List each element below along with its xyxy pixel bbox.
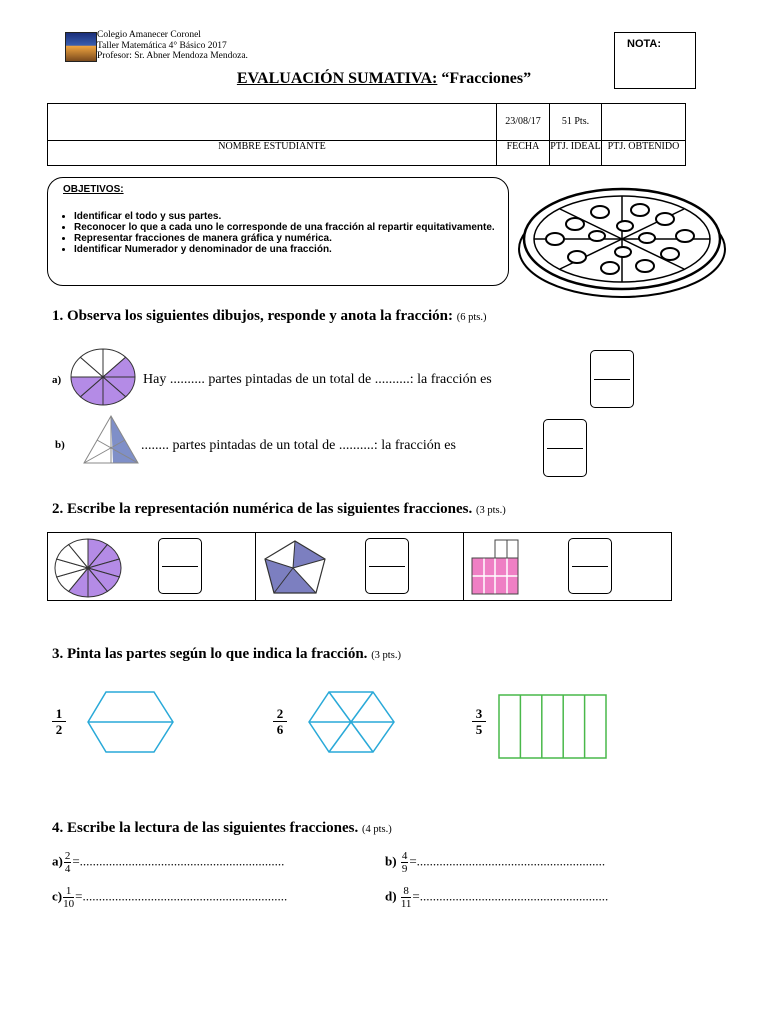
date-value: 23/08/17 (497, 104, 550, 141)
student-info-table (47, 103, 686, 166)
title-prefix: EVALUACIÓN SUMATIVA: (236, 70, 438, 87)
q1-a-answer-box[interactable] (590, 350, 634, 408)
q2-answer-box-1[interactable] (158, 538, 202, 594)
q2-pentagon-figure (262, 538, 328, 596)
objective-item: • Identificar Numerador y denominador de una fracción. (74, 244, 519, 255)
objective-item: • Representar fracciones de manera gráfica y numérica. (74, 233, 519, 244)
objective-item: • Reconocer lo que a cada uno le corresponde de una fracción al repartir equitativamente. (74, 222, 519, 233)
q4-item-d-answer-line[interactable]: =.......................................................... (412, 888, 609, 904)
q4-item-b-fraction (401, 850, 409, 875)
q2-answer-box-2[interactable] (365, 538, 409, 594)
q1-a-text: Hay .......... partes pintadas de un total de ..........: la fracción es (143, 372, 492, 387)
objectives-list (60, 211, 519, 255)
objective-item: • Identificar el todo y sus partes. (74, 211, 519, 222)
q3-points: (3 pts.) (371, 650, 401, 661)
q2-points: (3 pts.) (475, 505, 506, 516)
q4-item-d-num: 8 (401, 885, 412, 898)
q2-divider (463, 533, 464, 600)
student-name-field[interactable] (48, 104, 497, 141)
q4-item-c-fraction (63, 885, 74, 910)
q3-fraction-3-num: 3 (472, 706, 486, 722)
q3-title (52, 646, 401, 663)
q2-circle-figure (52, 537, 124, 599)
q1-b-label: b) (55, 439, 65, 451)
q2-divider (255, 533, 256, 600)
q1-b-text: ........ partes pintadas de un total de ..........: la fracción es (141, 438, 456, 453)
q1-points: (6 pts.) (456, 312, 487, 323)
q4-item-c-num: 1 (63, 885, 74, 898)
q1-a-label: a) (52, 374, 62, 386)
school-logo (65, 32, 97, 62)
q3-fraction-2 (273, 706, 287, 737)
q4-item-c-answer-line[interactable]: =............................................................... (75, 888, 288, 904)
q4-item-b-label: b) (385, 853, 397, 869)
nota-label: NOTA: (627, 38, 662, 50)
q4-title (52, 820, 392, 837)
q3-fraction-3 (472, 706, 486, 737)
q3-fraction-2-num: 2 (273, 706, 287, 722)
header-date: FECHA (497, 141, 550, 166)
q4-item-c[interactable] (52, 885, 287, 910)
q4-item-d-label: d) (385, 888, 397, 904)
q2-title-text: 2. Escribe la representación numérica de las siguientes fracciones. (52, 501, 473, 517)
q4-item-d-den: 11 (400, 898, 412, 910)
q4-title-text: 4. Escribe la lectura de las siguientes fracciones. (52, 820, 359, 836)
obtained-points-field[interactable] (602, 104, 686, 141)
q4-item-b[interactable] (385, 850, 605, 875)
q4-item-d[interactable] (385, 885, 608, 910)
q3-fraction-3-den: 5 (475, 722, 483, 737)
school-name: Colegio Amanecer Coronel (97, 30, 201, 40)
q4-points: (4 pts.) (361, 824, 392, 835)
q3-fraction-1 (52, 706, 66, 737)
teacher-name: Profesor: Sr. Abner Mendoza Mendoza. (97, 51, 248, 61)
objectives-title: OBJETIVOS: (63, 184, 124, 195)
q4-item-a-answer-line[interactable]: =............................................................... (72, 853, 285, 869)
ideal-points-value: 51 Pts. (550, 104, 602, 141)
q2-title (52, 501, 506, 518)
q3-hexagon-sixths[interactable] (307, 690, 397, 756)
q3-rectangle-fifths[interactable] (498, 694, 608, 760)
q4-item-a-num: 2 (64, 850, 71, 862)
q3-fraction-2-den: 6 (276, 722, 284, 737)
q3-hexagon-halves[interactable] (86, 690, 176, 756)
q2-squares-figure (470, 538, 520, 598)
q1-title-text: 1. Observa los siguientes dibujos, responde y anota la fracción: (52, 308, 453, 324)
q1-a-circle-figure (68, 347, 138, 407)
q4-item-a-fraction (64, 850, 72, 875)
q4-item-b-answer-line[interactable]: =.......................................................... (409, 853, 606, 869)
header-student-name: NOMBRE ESTUDIANTE (48, 141, 497, 166)
q1-b-answer-box[interactable] (543, 419, 587, 477)
school-info (97, 30, 248, 62)
q4-item-c-den: 10 (63, 898, 75, 910)
q4-item-a-den: 4 (64, 863, 71, 875)
title-topic: “Fracciones” (441, 70, 532, 87)
q2-answer-box-3[interactable] (568, 538, 612, 594)
q3-title-text: 3. Pinta las partes según lo que indica la fracción. (52, 646, 368, 662)
q4-item-d-fraction (401, 885, 412, 910)
q1-title (52, 308, 487, 325)
q4-item-a[interactable] (52, 850, 284, 875)
q1-b-triangle-figure (80, 414, 142, 466)
page-title (0, 70, 768, 88)
q4-item-b-num: 4 (401, 850, 408, 862)
q4-item-b-den: 9 (401, 863, 408, 875)
course-name: Taller Matemática 4° Básico 2017 (97, 40, 227, 51)
q4-item-c-label: c) (52, 888, 63, 904)
header-ideal: PTJ. IDEAL (550, 141, 602, 166)
q3-fraction-1-num: 1 (52, 706, 66, 722)
q4-item-a-label: a) (52, 853, 63, 869)
header-obtained: PTJ. OBTENIDO (602, 141, 686, 166)
pizza-illustration (515, 174, 730, 302)
q3-fraction-1-den: 2 (55, 722, 63, 737)
